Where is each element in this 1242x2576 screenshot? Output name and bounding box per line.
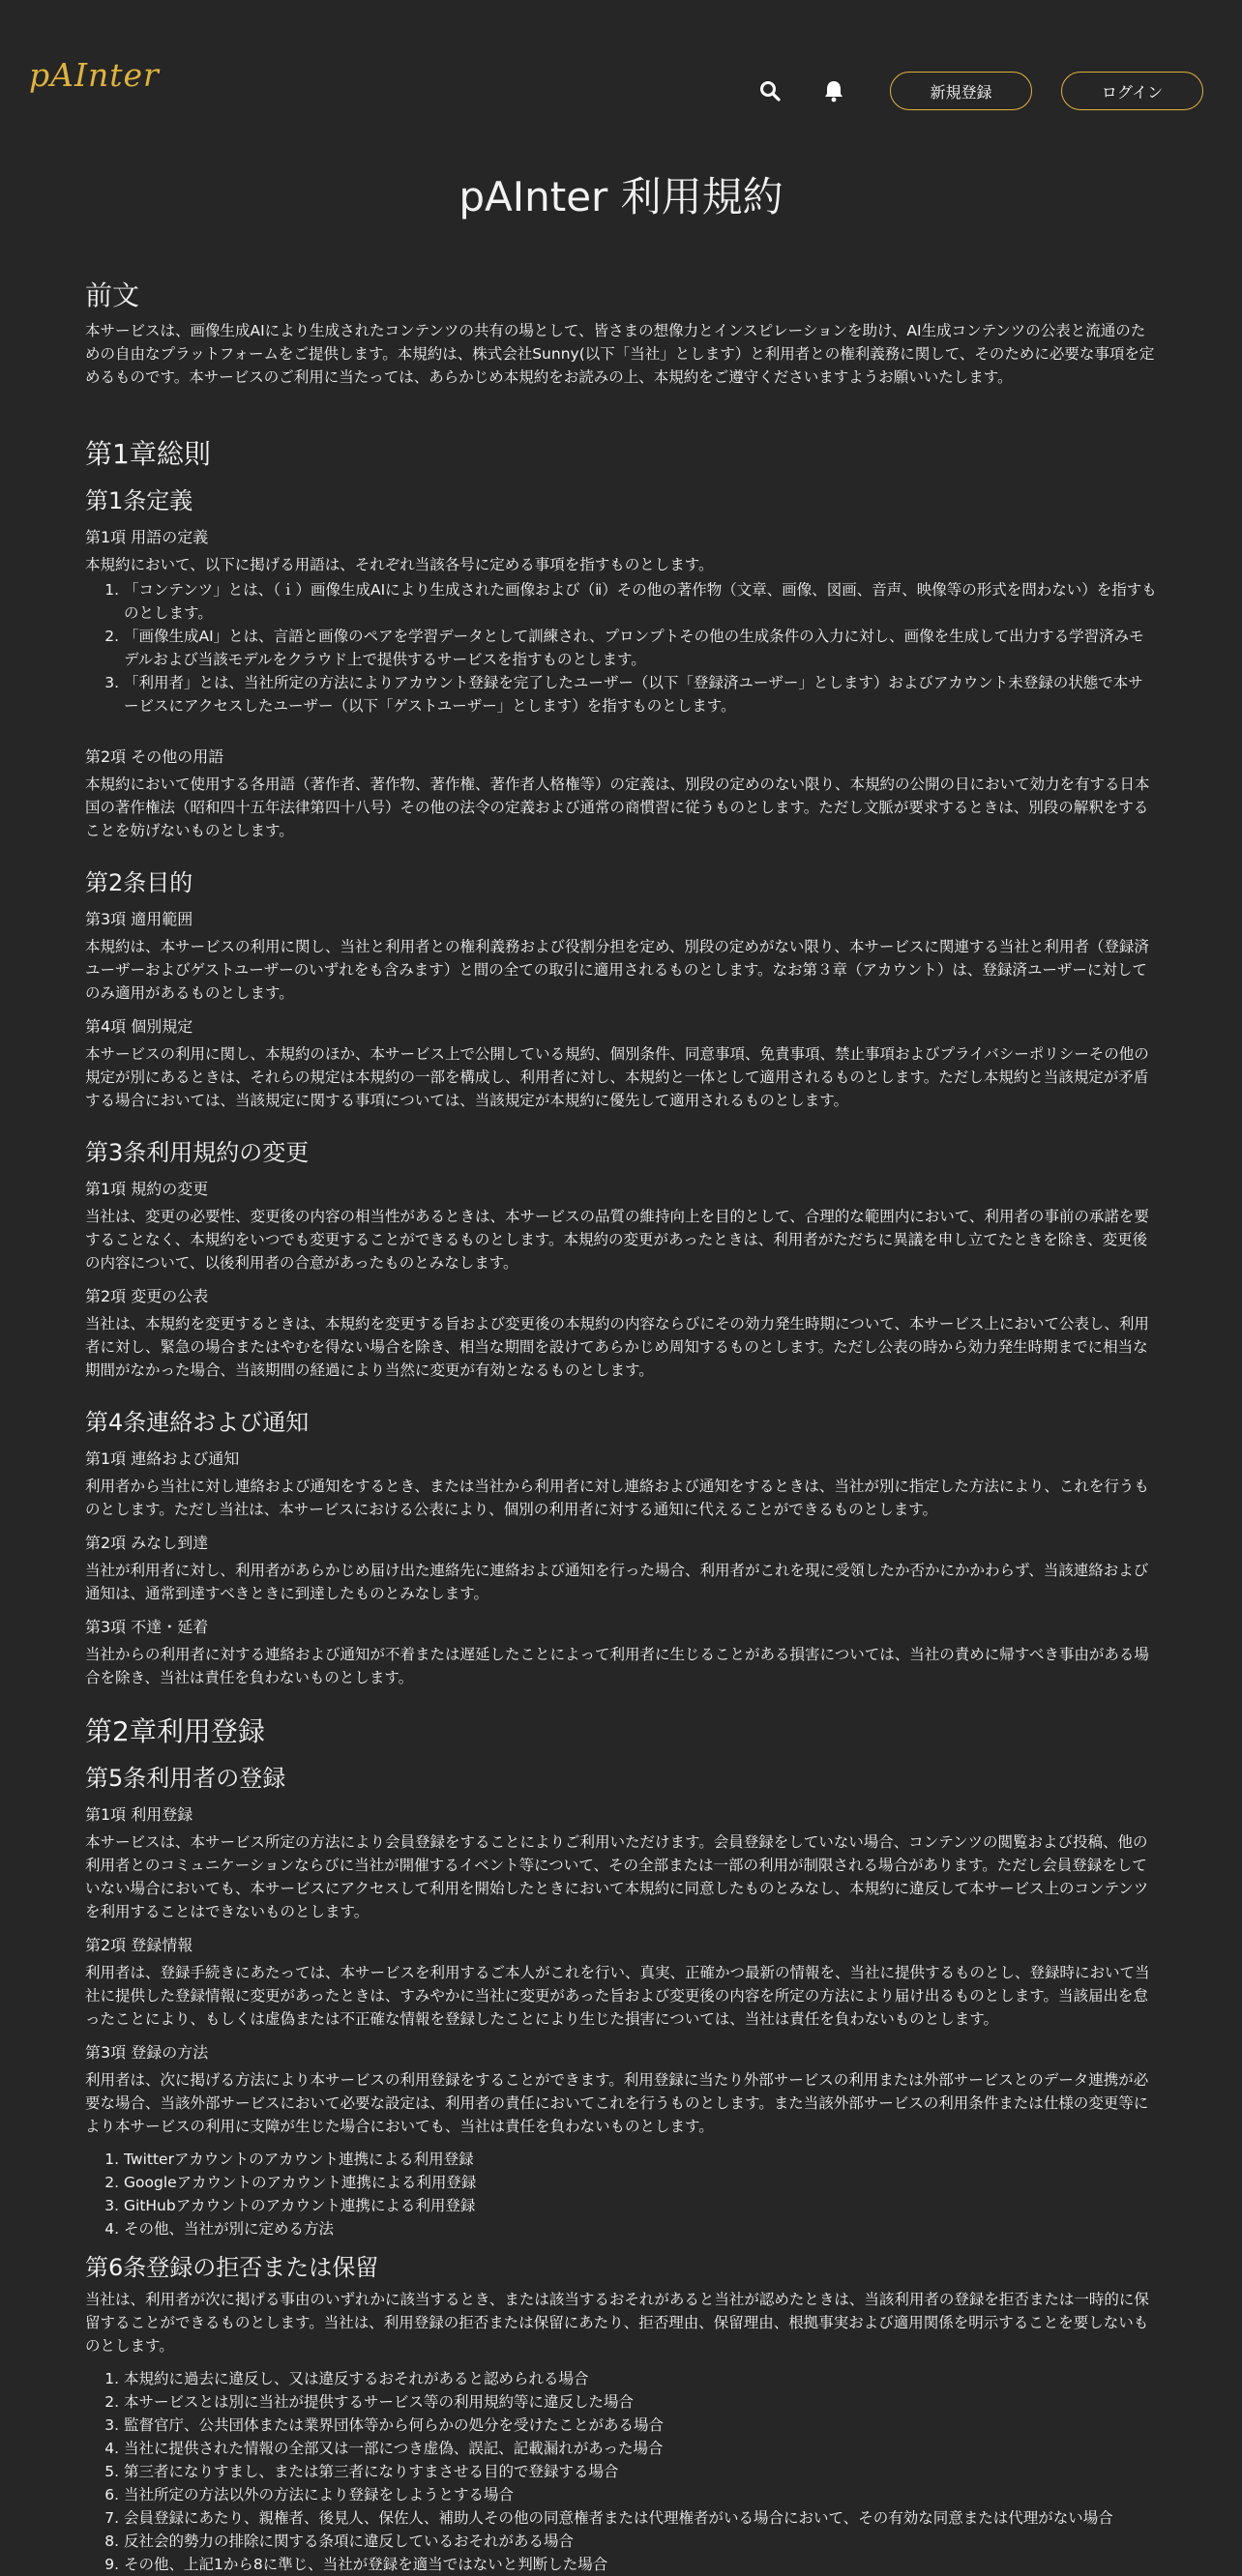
site-header: [0, 0, 1242, 145]
list-item: 1. Twitterアカウントのアカウント連携による利用登録: [124, 2148, 1157, 2171]
header-nav: [751, 72, 1203, 110]
list-item: 4. 当社に提供された情報の全部又は一部につき虚偽、誤記、記載漏れがあった場合: [124, 2437, 1157, 2460]
article-1-section-2-heading: 第2項 その他の用語: [85, 747, 224, 766]
article-4-section-2-text: 当社が利用者に対し、利用者があらかじめ届け出た連絡先に連絡および通知を行った場合、利用者がこれを現に受領したか否かにかかわらず、当該連絡および通知は、通常到達すべきときに到達したものとみなします。: [85, 1562, 1149, 1602]
article-1-definitions-list: [85, 578, 1157, 717]
article-5-heading: 第5条利用者の登録: [85, 1765, 286, 1792]
list-item: 3. 「利用者」とは、当社所定の方法によりアカウント登録を完了したユーザー（以下「登録済ユーザー」とします）およびアカウント未登録の状態で本サービスにアクセスしたユーザー（以下「ゲストユーザー」とします）を指すものとします。: [124, 671, 1157, 717]
article-5-section-1-text: 本サービスは、本サービス所定の方法により会員登録をすることによりご利用いただけます。会員登録をしていない場合、コンテンツの閲覧および投稿、他の利用者とのコミュニケーションならびに当社が開催するイベント等について、その全部または一部の利用が制限される場合があります。ただし会員登録をしていない場合においても、本サービスにアクセスして利用を開始したときにおいて本規約に同意したものとみなし、本規約に違反して本サービス上のコンテンツを利用することはできないものとします。: [85, 1833, 1149, 1920]
article-2-section-4-text: 本サービスの利用に関し、本規約のほか、本サービス上で公開している規約、個別条件、同意事項、免責事項、禁止事項およびプライバシーポリシーその他の規定が別にあるときは、それらの規定は本規約の一部を構成し、利用者に対し、本規約と一体として適用されるものとします。ただし本規約と当該規定が矛盾する場合においては、当該規定に関する事項については、当該規定が本規約に優先して適用されるものとします。: [85, 1045, 1149, 1109]
site-logo[interactable]: pAInter: [29, 56, 160, 94]
article-1-section-1-text: 本規約において、以下に掲げる用語は、それぞれ当該各号に定める事項を指すものとします。: [85, 556, 714, 573]
list-item: 4. その他、当社が別に定める方法: [124, 2217, 1157, 2240]
article-3-section-1-heading: 第1項 規約の変更: [85, 1180, 209, 1198]
preface-heading: 前文: [85, 279, 140, 311]
article-4-section-3-text: 当社からの利用者に対する連絡および通知が不着または遅延したことによって利用者に生じることがある損害については、当社の責めに帰すべき事由がある場合を除き、当社は責任を負わないものとします。: [85, 1646, 1149, 1686]
list-item: 8. 反社会的勢力の排除に関する条項に違反しているおそれがある場合: [124, 2530, 1157, 2553]
list-item: 1. 「コンテンツ」とは、（ｉ）画像生成AIにより生成された画像および（ⅱ）その他の著作物（文章、画像、図画、音声、映像等の形式を問わない）を指すものとします。: [124, 578, 1157, 625]
list-item: 9. その他、上記1から8に準じ、当社が登録を適当ではないと判断した場合: [124, 2553, 1157, 2576]
article-6-heading: 第6条登録の拒否または保留: [85, 2254, 379, 2281]
page-title: pAInter 利用規約: [458, 173, 784, 220]
article-4-section-1-heading: 第1項 連絡および通知: [85, 1449, 240, 1468]
article-5-section-1-heading: 第1項 利用登録: [85, 1805, 193, 1824]
article-2-section-3-text: 本規約は、本サービスの利用に関し、当社と利用者との権利義務および役割分担を定め、別段の定めがない限り、本サービスに関連する当社と利用者（登録済ユーザーおよびゲストユーザーのいずれをも含みます）と間の全ての取引に適用されるものとします。なお第３章（アカウント）は、登録済ユーザーに対してのみ適用があるものとします。: [85, 938, 1149, 1002]
search-icon[interactable]: [751, 72, 789, 110]
article-2-section-4-heading: 第4項 個別規定: [85, 1017, 193, 1036]
list-item: 3. 監督官庁、公共団体または業界団体等から何らかの処分を受けたことがある場合: [124, 2414, 1157, 2437]
article-1-section-2-text: 本規約において使用する各用語（著作者、著作物、著作権、著作者人格権等）の定義は、別段の定めのない限り、本規約の公開の日において効力を有する日本国の著作権法（昭和四十五年法律第四十八号）その他の法令の定義および通常の商慣習に従うものとします。ただし文脈が要求するときは、別段の解釈をすることを妨げないものとします。: [85, 776, 1150, 839]
chapter-2-heading: 第2章利用登録: [85, 1715, 265, 1747]
terms-content: [0, 275, 1242, 2576]
list-item: 2. 本サービスとは別に当社が提供するサービス等の利用規約等に違反した場合: [124, 2390, 1157, 2414]
article-4-section-1-text: 利用者から当社に対し連絡および通知をするとき、または当社から利用者に対し連絡および通知をするときは、当社が別に指定した方法により、これを行うものとします。ただし当社は、本サービスにおける公表により、個別の利用者に対する通知に代えることができるものとします。: [85, 1478, 1149, 1518]
article-1-section-1-heading: 第1項 用語の定義: [85, 528, 209, 546]
article-4-section-3-heading: 第3項 不達・延着: [85, 1618, 209, 1636]
article-4-heading: 第4条連絡および通知: [85, 1409, 310, 1436]
list-item: 2. Googleアカウントのアカウント連携による利用登録: [124, 2171, 1157, 2194]
bell-icon[interactable]: [814, 72, 853, 110]
article-1-heading: 第1条定義: [85, 487, 193, 514]
article-5-section-2-text: 利用者は、登録手続きにあたっては、本サービスを利用するご本人がこれを行い、真実、正確かつ最新の情報を、当社に提供するものとし、登録時において当社に提供した登録情報に変更があったときは、すみやかに当社に変更があった旨および変更後の内容を所定の方法により届け出るものとします。当該届出を怠ったことにより、もしくは虚偽または不正確な情報を登録したことにより生じた損害については、当社は責任を負わないものとします。: [85, 1964, 1150, 2028]
list-item: 2. 「画像生成AI」とは、言語と画像のペアを学習データとして訓練され、プロンプトその他の生成条件の入力に対し、画像を生成して出力する学習済みモデルおよび当該モデルをクラウド上で提供するサービスを指すものとします。: [124, 625, 1157, 671]
article-5-section-2-heading: 第2項 登録情報: [85, 1936, 193, 1954]
article-6-text: 当社は、利用者が次に掲げる事由のいずれかに該当するとき、または該当するおそれがあると当社が認めたときは、当該利用者の登録を拒否または一時的に保留することができるものとします。当社は、利用登録の拒否または保留にあたり、拒否理由、保留理由、根拠事実および適用関係を明示することを要しないものとします。: [85, 2291, 1149, 2355]
chapter-1-heading: 第1章総則: [85, 438, 211, 470]
article-5-section-3-heading: 第3項 登録の方法: [85, 2043, 209, 2062]
preface-text: 本サービスは、画像生成AIにより生成されたコンテンツの共有の場として、皆さまの想像力とインスピレーションを助け、AI生成コンテンツの公表と流通のための自由なプラットフォームをご提供します。本規約は、株式会社Sunny(以下「当社」とします）と利用者との権利義務に関して、そのために必要な事項を定めるものです。本サービスのご利用に当たっては、あらかじめ本規約をお読みの上、本規約をご遵守くださいますようお願いいたします。: [85, 322, 1155, 386]
refusal-reasons-list: [85, 2367, 1157, 2576]
list-item: 5. 第三者になりすまし、または第三者になりすまさせる目的で登録する場合: [124, 2460, 1157, 2483]
login-button[interactable]: ログイン: [1061, 72, 1203, 110]
article-2-section-3-heading: 第3項 適用範囲: [85, 910, 193, 928]
article-3-section-2-text: 当社は、本規約を変更するときは、本規約を変更する旨および変更後の本規約の内容ならびにその効力発生時期について、本サービス上において公表し、利用者に対し、緊急の場合またはやむを得ない場合を除き、相当な期間を設けてあらかじめ周知するものとします。ただし公表の時から効力発生時期までに相当な期間がなかった場合、当該期間の経過により当然に変更が有効となるものとします。: [85, 1315, 1149, 1379]
list-item: 7. 会員登録にあたり、親権者、後見人、保佐人、補助人その他の同意権者または代理権者がいる場合において、その有効な同意または代理がない場合: [124, 2506, 1157, 2530]
list-item: 1. 本規約に過去に違反し、又は違反するおそれがあると認められる場合: [124, 2367, 1157, 2390]
list-item: 6. 当社所定の方法以外の方法により登録をしようとする場合: [124, 2483, 1157, 2506]
article-3-section-1-text: 当社は、変更の必要性、変更後の内容の相当性があるときは、本サービスの品質の維持向上を目的として、合理的な範囲内において、利用者の事前の承諾を要することなく、本規約をいつでも変更することができるものとします。本規約の変更があったときは、利用者がただちに異議を申し立てたときを除き、変更後の内容について、以後利用者の合意があったものとみなします。: [85, 1208, 1149, 1272]
registration-methods-list: [85, 2148, 1157, 2240]
article-5-section-3-text: 利用者は、次に掲げる方法により本サービスの利用登録をすることができます。利用登録に当たり外部サービスの利用または外部サービスとのデータ連携が必要な場合、当該外部サービスにおいて必要な設定は、利用者の責任においてこれを行うものとします。また当該外部サービスの利用条件または仕様の変更等により本サービスの利用に支障が生じた場合においても、当社は責任を負わないものとします。: [85, 2071, 1149, 2135]
list-item: 3. GitHubアカウントのアカウント連携による利用登録: [124, 2194, 1157, 2217]
article-3-heading: 第3条利用規約の変更: [85, 1139, 310, 1166]
article-2-heading: 第2条目的: [85, 869, 193, 896]
article-4-section-2-heading: 第2項 みなし到達: [85, 1534, 209, 1552]
register-button[interactable]: 新規登録: [890, 72, 1032, 110]
article-3-section-2-heading: 第2項 変更の公表: [85, 1287, 209, 1305]
